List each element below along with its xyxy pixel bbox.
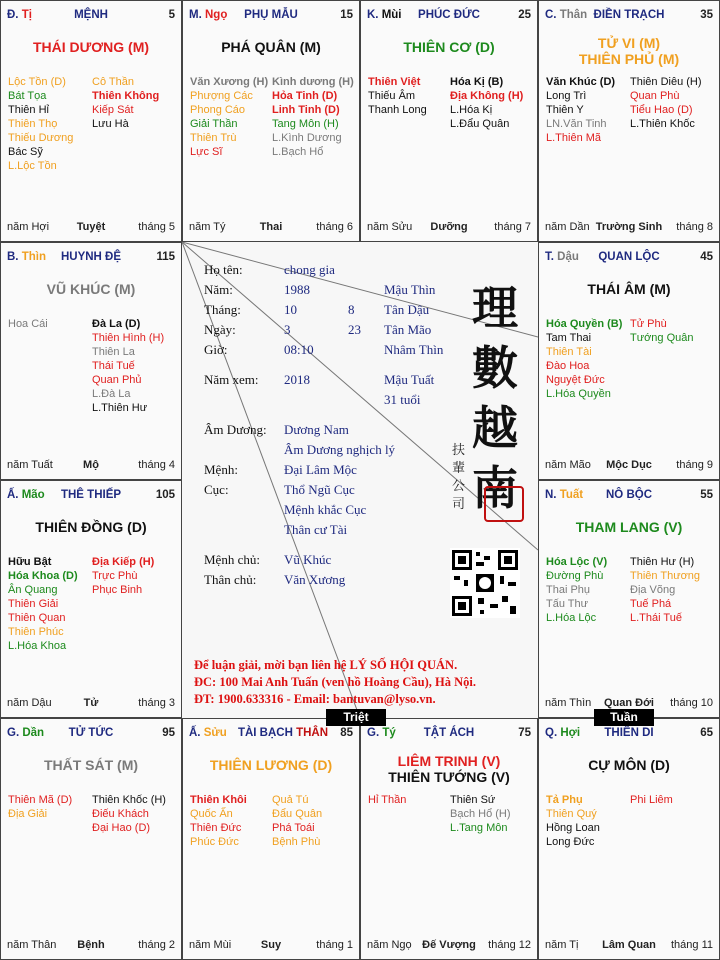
star-item: Kiếp Sát [92, 104, 134, 116]
small-char-4: 司 [452, 497, 466, 512]
view-year-label: Năm xem: [204, 372, 259, 387]
star-item: Quan Phủ [92, 374, 142, 386]
star-item: Hỏa Tinh (D) [272, 90, 338, 102]
star-item: Thai Phụ [546, 584, 591, 596]
amduong-value: Dương Nam [284, 422, 349, 437]
contact-line-1: Để luận giải, mời bạn liên hệ LÝ SỐ HỘI QUÁN. [194, 658, 458, 672]
star-list-left [190, 75, 268, 159]
star-item: L.Thiên Khốc [630, 118, 695, 130]
life-stage: Dưỡng [430, 221, 468, 233]
star-item: Kình dương (H) [272, 76, 354, 88]
name-label: Họ tên: [204, 262, 243, 277]
palace-cell-tuat[interactable] [538, 480, 720, 718]
year-label: năm Mùi [189, 939, 232, 951]
menh-label: Mệnh: [204, 462, 238, 477]
main-star: THIÊN PHỦ (M) [578, 51, 680, 67]
star-item: Địa Kiếp (H) [92, 556, 155, 568]
year-label: năm Thìn [545, 697, 592, 709]
month-label: tháng 1 [316, 939, 353, 951]
life-stage: Mộ [83, 459, 99, 471]
star-item: Thiên La [92, 346, 135, 358]
year-label: năm Tý [189, 221, 226, 233]
calligraphy-char-1: 理 [472, 281, 518, 335]
star-item: Thiên Y [546, 104, 584, 116]
star-item: L.Thiên Mã [546, 132, 602, 144]
star-item: Đại Hao (D) [92, 822, 151, 834]
star-list-left [190, 793, 247, 849]
palace-footer [7, 939, 175, 952]
seal-stamp-icon [484, 486, 524, 522]
star-item: L.Kình Dương [272, 132, 342, 144]
star-item: Lộc Tồn (D) [8, 76, 66, 88]
life-stage: Mộc Dục [606, 459, 652, 471]
palace-footer [367, 221, 531, 234]
palace-can-chi: N. Tuất [545, 489, 584, 501]
palace-cell-mui_top[interactable] [360, 0, 538, 242]
star-item: Hóa Khoa (D) [8, 570, 78, 582]
star-item: L.Hóa Khoa [8, 640, 67, 652]
palace-can-chi: M. Ngọ [189, 9, 228, 21]
palace-cell-ngo[interactable] [182, 0, 360, 242]
star-item: Điếu Khách [92, 808, 149, 820]
life-stage: Đế Vượng [422, 939, 476, 951]
palace-number: 55 [700, 489, 713, 501]
year-label: năm Dậu [7, 697, 52, 709]
contact-address: ĐC: 100 Mai Anh Tuấn (ven hồ Hoàng Cầu), Hà Nội. [194, 675, 477, 689]
month-label: tháng 2 [138, 939, 175, 951]
star-item: Thanh Long [368, 104, 427, 116]
star-list-left [546, 793, 600, 849]
palace-footer [545, 459, 713, 472]
triet-tag: Triệt [326, 709, 386, 726]
star-item: Tấu Thư [546, 598, 589, 610]
star-list-right [450, 75, 523, 131]
menh-value: Đại Lâm Mộc [284, 462, 357, 477]
life-stage: Lâm Quan [602, 939, 656, 951]
year-label: năm Dần [545, 221, 590, 233]
star-item: LN.Văn Tinh [546, 118, 607, 130]
month-label: tháng 8 [676, 221, 713, 233]
star-list-right [92, 793, 166, 835]
star-item: Thiên Quan [8, 612, 66, 624]
palace-header [545, 489, 713, 503]
palace-can-chi: T. Dậu [545, 251, 579, 263]
star-item: Đường Phù [546, 570, 604, 582]
star-item: Địa Giải [8, 808, 48, 820]
palace-number: 115 [156, 251, 175, 263]
star-item: Thiên Sứ [450, 794, 496, 806]
main-star: VŨ KHÚC (M) [46, 281, 136, 297]
star-list-left [8, 793, 72, 821]
star-item: Thiên Khốc (H) [92, 794, 166, 806]
hour-label: Giờ: [204, 342, 228, 357]
life-stage: Tuyệt [76, 221, 106, 233]
palace-header [367, 727, 531, 741]
palace-footer [7, 459, 175, 472]
star-item: Bác Sỹ [8, 146, 43, 158]
month-label: tháng 5 [138, 221, 175, 233]
star-item: Thiên Thương [630, 570, 701, 582]
palace-cell-ti[interactable] [0, 0, 182, 242]
star-list-right [630, 555, 700, 625]
star-item: Phi Liêm [630, 794, 673, 806]
star-item: L.Đà La [92, 388, 131, 400]
palace-name: THÊ THIẾP [60, 489, 122, 501]
palace-number: 25 [518, 9, 531, 21]
palace-cell-dan[interactable] [0, 718, 182, 960]
hour-value: 08:10 [284, 342, 314, 357]
calligraphy-char-2: 數 [472, 341, 518, 395]
star-item: Thiên Giải [8, 598, 59, 610]
month-label: Tháng: [204, 302, 241, 317]
star-item: Phong Cáo [190, 104, 246, 116]
palace-name: QUAN LỘC [598, 251, 660, 263]
star-item: Quan Phù [630, 90, 680, 102]
palace-cell-hoi[interactable] [538, 718, 720, 960]
palace-cell-than[interactable] [538, 0, 720, 242]
life-stage: Tử [83, 697, 99, 709]
palace-name: HUYNH ĐỆ [60, 251, 122, 263]
star-item: Tang Môn (H) [272, 118, 339, 130]
star-item: Thiếu Dương [8, 132, 74, 144]
star-item: Địa Không (H) [450, 90, 524, 102]
than-chu-label: Thân chủ: [204, 572, 257, 587]
year-value: 1988 [284, 282, 310, 297]
palace-name: THIÊN DI [604, 727, 654, 739]
palace-footer [545, 939, 713, 952]
star-item: L.Hóa Kị [450, 104, 493, 116]
palace-header [7, 9, 175, 23]
day-solar: 23 [348, 322, 361, 337]
star-item: Hóa Kị (B) [450, 76, 504, 88]
tuan-tag: Tuần [594, 709, 654, 726]
palace-can-chi: G. Dần [7, 727, 45, 739]
palace-number: 85 [340, 727, 353, 739]
palace-can-chi: K. Mùi [367, 9, 402, 21]
star-item: Hoa Cái [8, 318, 48, 330]
main-star: THIÊN LƯƠNG (D) [209, 757, 333, 773]
year-label: năm Mão [545, 459, 591, 471]
year-label: năm Thân [7, 939, 57, 951]
star-item: Ân Quang [8, 584, 58, 596]
star-item: Nguyệt Đức [546, 374, 605, 386]
calligraphy-char-3: 越 [472, 401, 518, 455]
star-item: Quốc Ấn [190, 808, 233, 820]
main-star: THẤT SÁT (M) [43, 757, 139, 773]
star-list-left [368, 75, 427, 117]
star-item: Linh Tinh (D) [272, 104, 340, 116]
main-star: THAM LANG (V) [575, 519, 683, 535]
star-item: Thiên Hư (H) [630, 556, 695, 568]
month-solar: 8 [348, 302, 355, 317]
palace-can-chi: Ấ. Sửu [189, 727, 227, 739]
palace-cell-ty[interactable] [360, 718, 538, 960]
palace-header [367, 9, 531, 23]
calligraphy-char-4: 南 [472, 461, 518, 515]
palace-number: 95 [162, 727, 175, 739]
star-item: Đẩu Quân [272, 808, 323, 820]
palace-header [189, 9, 353, 23]
star-item: Thiên Mã (D) [8, 794, 73, 806]
contact-phone-email[interactable]: ĐT: 1900.633316 - Email: bantuvan@lyso.vn. [194, 692, 436, 706]
month-label: tháng 9 [676, 459, 713, 471]
view-year-value: 2018 [284, 372, 310, 387]
amduong-note: Âm Dương nghịch lý [284, 442, 396, 457]
view-year-canchi: Mậu Tuất [384, 372, 435, 387]
life-stage: Suy [260, 939, 282, 951]
palace-number: 5 [168, 9, 175, 21]
main-star: TỬ VI (M) [597, 35, 661, 51]
star-item: Long Trì [546, 90, 587, 102]
month-label: tháng 3 [138, 697, 175, 709]
star-item: Thiên Hình (H) [92, 332, 165, 344]
than-chu-value: Văn Xương [284, 572, 346, 587]
star-item: Thiên Diêu (H) [630, 76, 702, 88]
star-list-right [630, 793, 673, 807]
small-char-2: 輩 [452, 461, 466, 476]
palace-can-chi: Ấ. Mão [7, 489, 45, 501]
star-item: Lưu Hà [92, 118, 129, 130]
star-list-right [272, 75, 354, 159]
star-item: Phúc Đức [190, 836, 239, 848]
star-item: Thiếu Âm [368, 90, 416, 102]
life-stage: Thai [259, 221, 283, 233]
main-star: THIÊN CƠ (D) [403, 39, 495, 55]
palace-name: ĐIỀN TRẠCH [593, 9, 665, 21]
palace-can-chi: C. Thân [545, 9, 588, 21]
palace-footer [189, 939, 353, 952]
star-item: Lực Sĩ [190, 146, 223, 158]
star-item: Phục Binh [92, 584, 143, 596]
month-label: tháng 11 [670, 939, 713, 951]
star-item: Hóa Lộc (V) [546, 556, 608, 568]
star-item: Đà La (D) [92, 318, 141, 330]
star-item: L.Đẩu Quân [450, 118, 510, 130]
main-star: CỰ MÔN (D) [588, 757, 670, 773]
star-item: Bát Tọa [8, 90, 47, 102]
palace-name: PHỤ MẪU [244, 9, 298, 21]
life-stage: Quan Đới [604, 697, 654, 709]
palace-can-chi: G. Tý [367, 727, 396, 739]
year-label: Năm: [204, 282, 233, 297]
name-value: chong gia [284, 262, 335, 277]
palace-header [7, 727, 175, 741]
palace-cell-thin[interactable] [0, 242, 182, 480]
center-info-panel [182, 242, 538, 718]
star-item: Địa Võng [630, 584, 676, 596]
star-list-left [8, 555, 78, 653]
star-item: Thiên Thọ [8, 118, 58, 130]
star-list-right [92, 555, 154, 597]
star-item: Bạch Hổ (H) [450, 808, 511, 820]
year-label: năm Tị [545, 939, 579, 951]
palace-number: 65 [700, 727, 713, 739]
palace-can-chi: B. Thìn [7, 251, 46, 263]
month-label: tháng 10 [670, 697, 713, 709]
star-list-left [368, 793, 406, 807]
qr-code-icon[interactable] [450, 548, 520, 618]
star-item: Thiên Phúc [8, 626, 64, 638]
hour-canchi: Nhâm Thìn [384, 342, 444, 357]
month-label: tháng 12 [488, 939, 531, 951]
star-item: Quả Tú [272, 794, 309, 806]
palace-number: 75 [518, 727, 531, 739]
star-item: Trực Phù [92, 570, 138, 582]
month-label: tháng 4 [138, 459, 175, 471]
palace-number: 35 [700, 9, 713, 21]
palace-name: TỬ TỨC [68, 727, 114, 739]
menh-chu-value: Vũ Khúc [284, 552, 332, 567]
palace-footer [7, 221, 175, 234]
star-list-right [450, 793, 511, 835]
star-item: L.Hóa Lộc [546, 612, 597, 624]
star-item: Văn Khúc (D) [546, 76, 616, 88]
palace-name: MỆNH [74, 9, 108, 21]
star-item: Tướng Quân [630, 332, 694, 344]
star-list-right [92, 75, 159, 131]
year-label: năm Tuất [7, 459, 53, 471]
star-list-right [272, 793, 322, 849]
palace-number: 15 [340, 9, 353, 21]
star-list-left [546, 317, 622, 401]
palace-header [189, 727, 353, 741]
star-item: Thái Tuế [92, 360, 135, 372]
star-item: Tam Thai [546, 332, 592, 344]
month-canchi: Tân Dậu [384, 302, 430, 317]
palace-can-chi: Đ. Tị [7, 9, 32, 21]
main-star: THÁI ÂM (M) [587, 281, 671, 297]
main-star: PHÁ QUÂN (M) [221, 39, 321, 55]
star-item: Hóa Quyền (B) [546, 318, 623, 330]
cuc-note: Mệnh khắc Cục [284, 502, 367, 517]
age-value: 31 tuổi [384, 392, 421, 407]
year-label: năm Sửu [367, 221, 413, 233]
amduong-label: Âm Dương: [204, 422, 267, 437]
star-item: Tiểu Hao (D) [630, 104, 693, 116]
palace-cell-dau[interactable] [538, 242, 720, 480]
star-item: Văn Xương (H) [190, 76, 269, 88]
life-stage: Trường Sinh [595, 221, 663, 233]
palace-number: 105 [155, 489, 175, 501]
menh-chu-label: Mệnh chủ: [204, 552, 260, 567]
palace-footer [7, 697, 175, 710]
palace-header [545, 251, 713, 265]
star-item: Thiên Việt [368, 76, 421, 88]
month-label: tháng 7 [494, 221, 531, 233]
cuc-label: Cục: [204, 482, 229, 497]
star-item: L.Hóa Quyền [546, 388, 611, 400]
palace-header [7, 489, 175, 503]
star-list-right [630, 75, 702, 131]
star-item: L.Thái Tuế [630, 612, 682, 624]
main-star: THIÊN TƯỚNG (V) [388, 769, 510, 785]
star-item: Thiên Đức [190, 822, 242, 834]
star-item: Giải Thần [190, 118, 238, 130]
year-label: năm Ngọ [367, 939, 412, 951]
star-item: Tử Phù [630, 318, 667, 330]
palace-header [545, 727, 713, 741]
day-value: 3 [284, 322, 291, 337]
star-item: Thiên Quý [546, 808, 597, 820]
star-list-left [8, 75, 73, 173]
palace-number: 45 [700, 251, 713, 263]
star-item: Tả Phụ [546, 794, 583, 806]
star-list-left [8, 317, 48, 331]
star-item: Tuế Phá [630, 598, 672, 610]
year-canchi: Mậu Thìn [384, 282, 436, 297]
palace-name: PHÚC ĐỨC [418, 9, 480, 21]
star-item: Thiên Tài [546, 346, 592, 358]
star-item: Hỉ Thần [368, 794, 407, 806]
life-stage: Bệnh [77, 939, 105, 951]
month-label: tháng 6 [316, 221, 353, 233]
star-list-left [546, 555, 607, 625]
palace-cell-mao[interactable] [0, 480, 182, 718]
star-item: Cô Thần [92, 76, 134, 88]
palace-footer [189, 221, 353, 234]
small-char-1: 扶 [452, 443, 466, 458]
star-item: Phượng Các [190, 90, 253, 102]
day-label: Ngày: [204, 322, 236, 337]
star-item: Đào Hoa [546, 360, 590, 372]
palace-header [7, 251, 175, 265]
main-star: THÁI DƯƠNG (M) [32, 39, 150, 55]
palace-footer [545, 221, 713, 234]
star-item: Thiên Trù [190, 132, 237, 144]
star-item: Bệnh Phù [272, 836, 321, 848]
than-cu-note: Thân cư Tài [284, 522, 348, 537]
star-item: Thiên Không [92, 90, 160, 102]
day-canchi: Tân Mão [384, 322, 432, 337]
year-label: năm Hợi [7, 221, 50, 233]
small-char-3: 公 [452, 479, 466, 494]
palace-name: TÀI BẠCH THÂN [237, 727, 329, 739]
star-item: L.Tang Môn [450, 822, 508, 834]
star-item: Long Đức [546, 836, 595, 848]
star-list-right [92, 317, 164, 415]
main-star: THIÊN ĐỒNG (D) [35, 519, 147, 535]
star-item: L.Lộc Tồn [8, 160, 57, 172]
star-item: Hồng Loan [546, 822, 600, 834]
star-item: Thiên Khôi [190, 794, 247, 806]
star-item: Thiên Hỉ [8, 104, 49, 116]
palace-header [545, 9, 713, 23]
palace-cell-suu[interactable] [182, 718, 360, 960]
palace-footer [367, 939, 531, 952]
palace-name: TẬT ÁCH [423, 727, 475, 739]
cuc-value: Thổ Ngũ Cục [284, 482, 355, 497]
star-list-right [630, 317, 694, 345]
star-item: Hữu Bật [8, 556, 52, 568]
palace-can-chi: Q. Hợi [545, 727, 581, 739]
star-item: Phá Toái [272, 822, 315, 834]
month-value: 10 [284, 302, 297, 317]
star-item: L.Thiên Hư [92, 402, 148, 414]
star-item: L.Bạch Hổ [272, 146, 324, 158]
star-list-left [546, 75, 615, 145]
main-star: LIÊM TRINH (V) [397, 753, 501, 769]
palace-name: NÔ BỘC [606, 489, 652, 501]
